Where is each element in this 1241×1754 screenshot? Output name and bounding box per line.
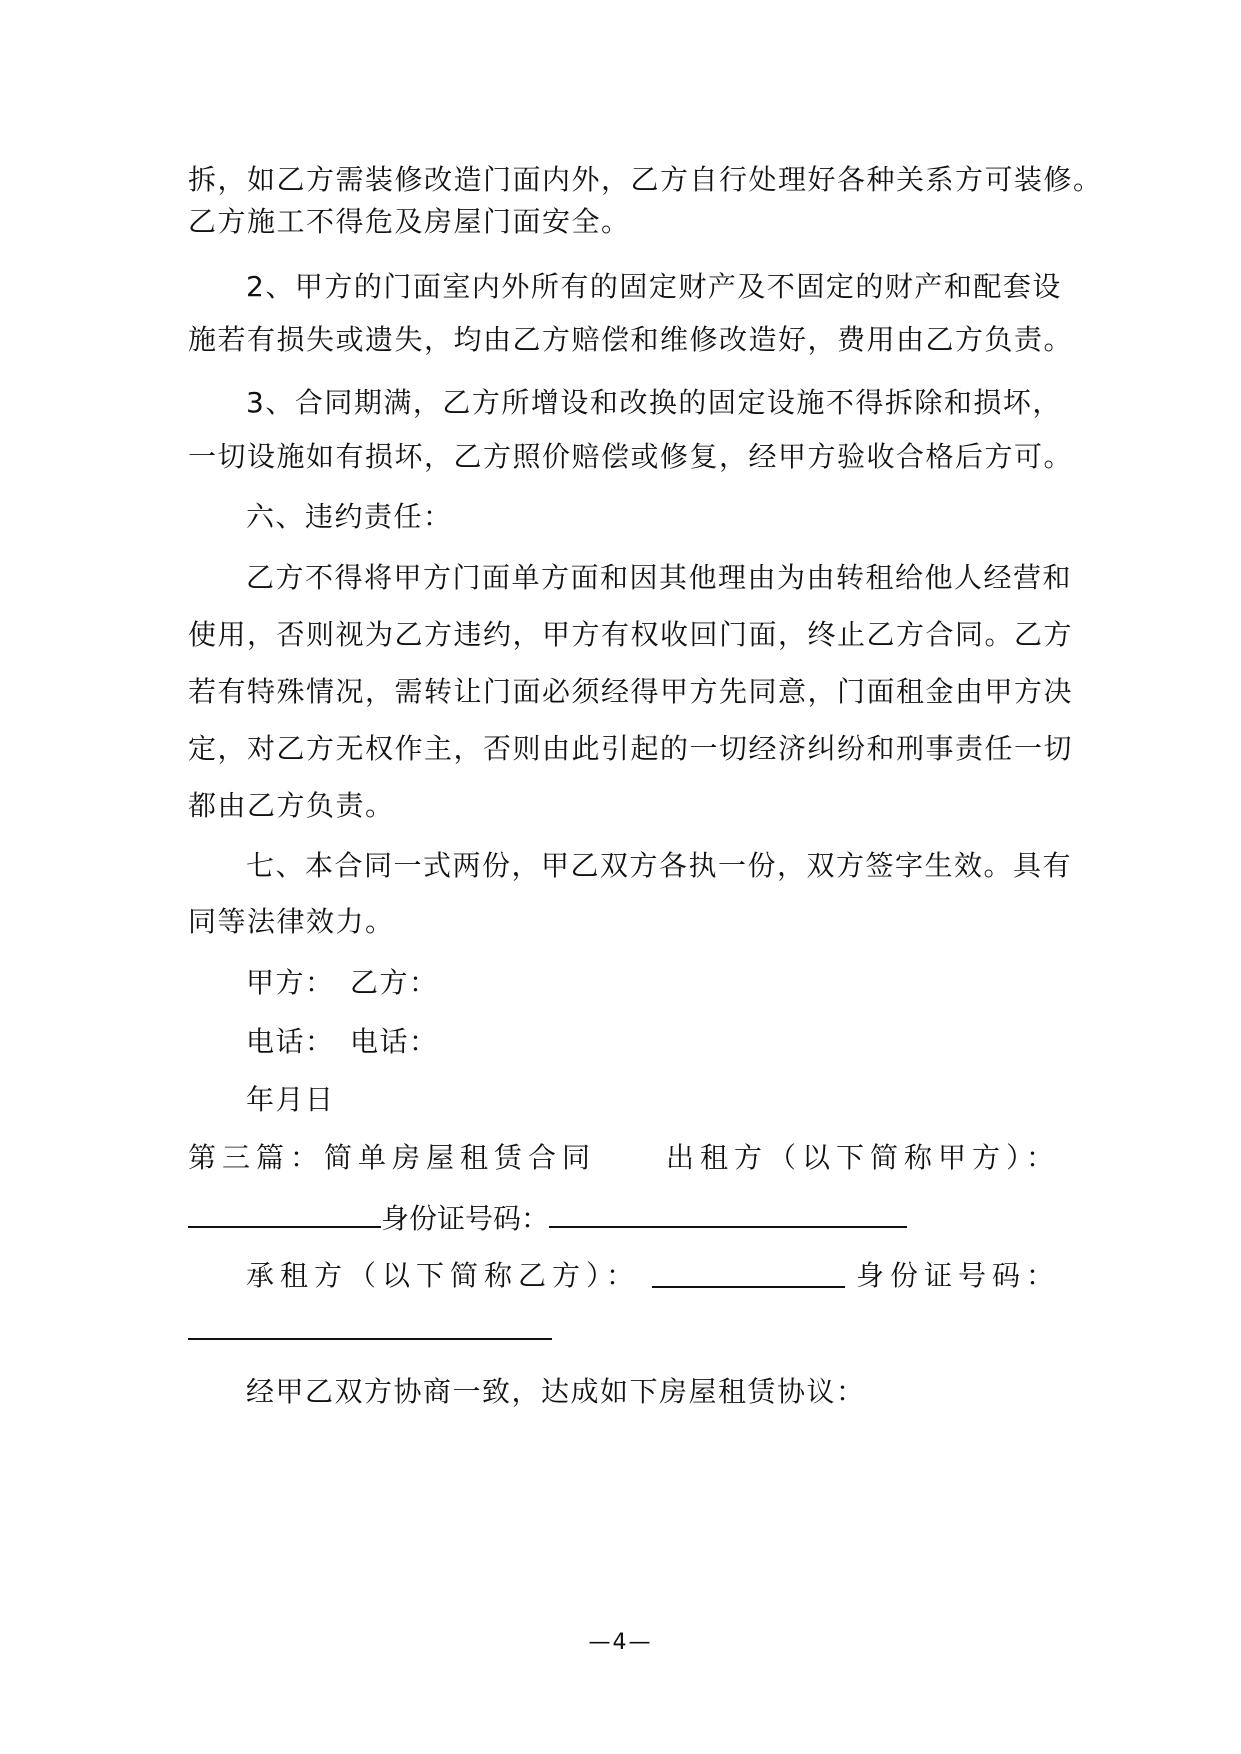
paragraph-line: 乙方施工不得危及房屋门面安全。 xyxy=(188,205,631,238)
signature-party-line: 甲方： 乙方： xyxy=(246,966,439,999)
clause-3-line: 3、合同期满，乙方所增设和改换的固定设施不得拆除和损坏， xyxy=(246,386,1062,419)
third-article-title: 第三篇：简单房屋租赁合同 xyxy=(188,1141,597,1174)
lessee-id-row xyxy=(188,1308,552,1351)
lessor-id-row xyxy=(188,1196,907,1239)
section-heading-breach: 六、违约责任： xyxy=(246,500,453,533)
lessee-row xyxy=(246,1256,1060,1296)
lessee-id-label: 身份证号码： xyxy=(855,1259,1060,1292)
lessee-name-blank xyxy=(652,1256,845,1288)
third-article-title-row xyxy=(188,1138,1060,1178)
agreement-intro-line: 经甲乙双方协商一致，达成如下房屋租赁协议： xyxy=(246,1375,866,1408)
clause-2-line: 2、甲方的门面室内外所有的固定财产及不固定的财产和配套设 xyxy=(246,270,1062,303)
lessor-id-blank xyxy=(549,1196,907,1228)
paragraph-line: 拆，如乙方需装修改造门面内外，乙方自行处理好各种关系方可装修。 xyxy=(188,163,1103,196)
clause-7-line: 七、本合同一式两份，甲乙双方各执一份，双方签字生效。具有 xyxy=(246,849,1073,882)
paragraph-line: 使用，否则视为乙方违约，甲方有权收回门面，终止乙方合同。乙方 xyxy=(188,618,1074,651)
lessee-id-blank xyxy=(188,1308,552,1340)
paragraph-line: 同等法律效力。 xyxy=(188,905,395,938)
page-number: —4— xyxy=(588,1630,653,1655)
paragraph-line: 乙方不得将甲方门面单方面和因其他理由为由转租给他人经营和 xyxy=(246,561,1073,594)
lessor-label: 出租方（以下简称甲方）： xyxy=(665,1141,1060,1174)
paragraph-line: 一切设施如有损坏，乙方照价赔偿或修复，经甲方验收合格后方可。 xyxy=(188,440,1074,473)
paragraph-line: 施若有损失或遗失，均由乙方赔偿和维修改造好，费用由乙方负责。 xyxy=(188,323,1074,356)
paragraph-line: 若有特殊情况，需转让门面必须经得甲方先同意，门面租金由甲方决 xyxy=(188,675,1074,708)
lessee-label: 承租方（以下简称乙方）： xyxy=(246,1259,641,1292)
signature-date-line: 年月日 xyxy=(246,1083,335,1116)
signature-phone-line: 电话： 电话： xyxy=(246,1025,439,1058)
paragraph-line: 定，对乙方无权作主，否则由此引起的一切经济纠纷和刑事责任一切 xyxy=(188,732,1074,765)
paragraph-line: 都由乙方负责。 xyxy=(188,789,395,822)
lessor-name-blank xyxy=(188,1196,381,1228)
lessor-id-label: 身份证号码： xyxy=(381,1202,550,1235)
